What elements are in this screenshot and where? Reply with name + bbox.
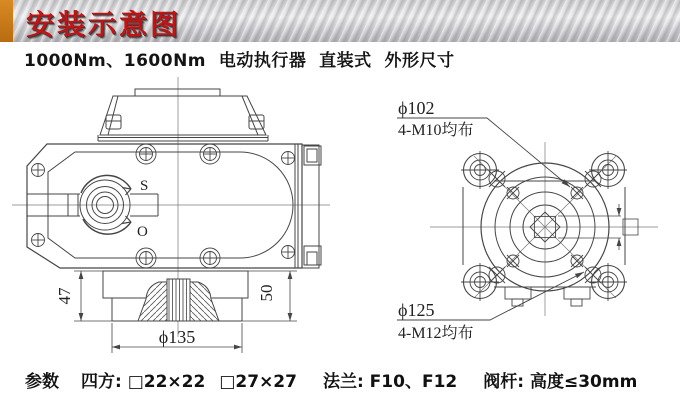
right-view <box>397 98 658 342</box>
screw <box>200 144 220 164</box>
screw <box>282 152 295 165</box>
screw <box>32 164 45 177</box>
flange-plate <box>463 181 625 287</box>
callout-top-diameter: ϕ102 <box>398 98 435 118</box>
valve-stem <box>167 279 190 321</box>
stem-section-right <box>190 282 219 321</box>
params-label: 参数 <box>25 372 59 392</box>
params-stem: 阀杆: 高度≤30mm <box>483 372 638 392</box>
callout-bottom-spec: 4-M12均布 <box>398 325 474 342</box>
mounting-bracket <box>103 271 248 321</box>
page-title: 安装示意图 <box>26 8 182 41</box>
position-indicator <box>80 175 148 240</box>
parameters-line <box>25 367 637 392</box>
dim-47-label: 47 <box>55 287 74 305</box>
end-plate <box>302 145 321 268</box>
screw <box>32 234 45 247</box>
body-screws <box>32 144 295 268</box>
screw <box>136 144 156 164</box>
callout-bottom <box>397 272 584 342</box>
screw <box>200 248 220 268</box>
right-view-centerlines <box>430 142 658 316</box>
dim-base-diameter-label: ϕ135 <box>158 327 196 347</box>
actuator-body <box>27 144 302 268</box>
open-label: O <box>137 224 148 240</box>
motor-housing <box>98 89 268 141</box>
shut-label: S <box>140 178 149 194</box>
screw <box>136 248 156 268</box>
screw <box>282 246 295 259</box>
motor-bolt-left <box>106 115 121 129</box>
callout-top-spec: 4-M10均布 <box>398 122 474 139</box>
dim-50-label: 50 <box>257 284 276 302</box>
params-square-drive-2: □27×27 <box>219 372 297 392</box>
left-view <box>12 77 330 353</box>
mounting-feet <box>505 287 590 306</box>
params-flange: 法兰: F10、F12 <box>322 372 458 392</box>
drawing-subtitle: 1000Nm、1600Nm 电动执行器 直装式 外形尺寸 <box>24 51 455 71</box>
params-square-drive-1: 四方: □22×22 <box>81 372 206 392</box>
shut-arrow <box>81 175 131 193</box>
lug <box>589 151 627 189</box>
stem-section-left <box>138 282 167 321</box>
lug <box>589 263 627 301</box>
callout-bottom-diameter: ϕ125 <box>398 300 435 320</box>
